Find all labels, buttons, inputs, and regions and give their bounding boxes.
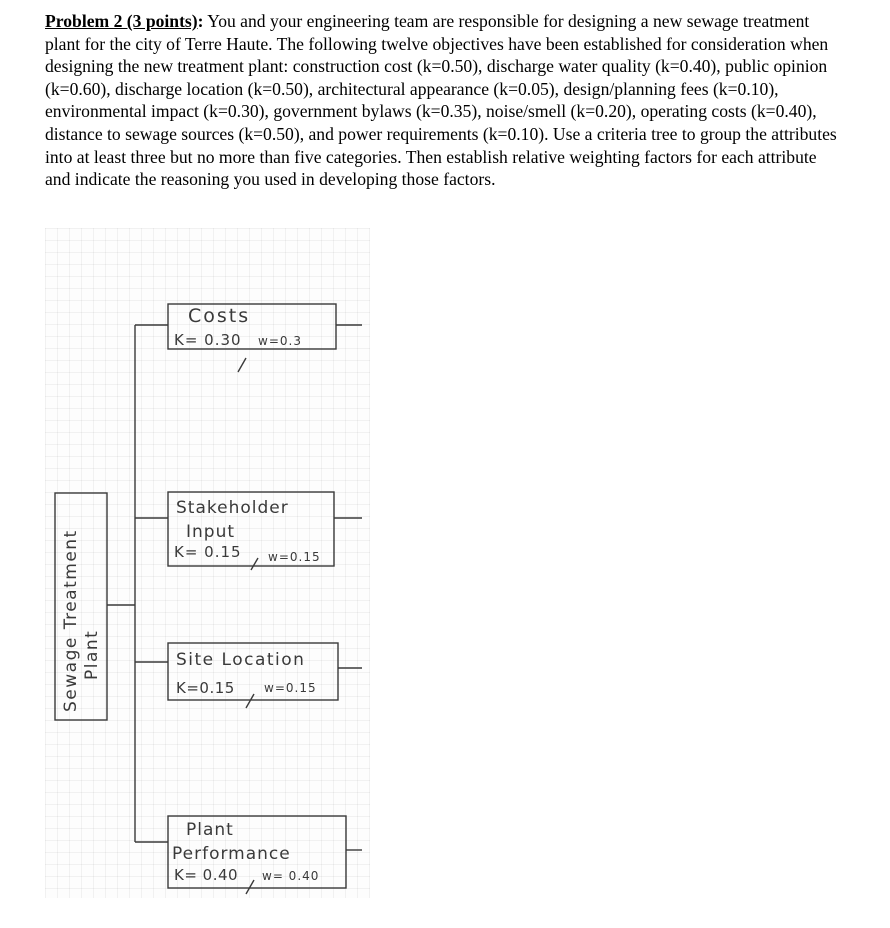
site-title: Site Location <box>176 650 306 670</box>
problem-body: You and your engineering team are responsible for designing a new sewage treatment plant for the city of Terre Haute. The following twelve objectives have been established for consideration when designing the new treatment plant: construction cost (k=0.50), discharge water quality (k=0.40), public opinion (k=0.60), discharge location (k=0.50), architectural appearance (k=0.05), design/planning fees (k=0.10), environmental impact (k=0.30), government bylaws (k=0.35), noise/smell (k=0.20), operating costs (k=0.40), distance to sewage sources (k=0.50), and power requirements (k=0.10). Use a criteria tree to group the attributes into at least three but no more than five categories. Then establish relative weighting factors for each attribute and indicate the reasoning you used in developing those factors. <box>45 11 837 190</box>
site-w: w=0.15 <box>264 681 317 695</box>
performance-k: K= 0.40 <box>174 866 239 884</box>
costs-tick <box>238 358 246 372</box>
problem-heading-colon: : <box>197 11 204 31</box>
performance-tick <box>246 880 254 894</box>
stakeholder-w: w=0.15 <box>268 550 321 564</box>
performance-title-line1: Plant <box>186 820 234 840</box>
problem-heading: Problem 2 (3 points) <box>45 11 198 31</box>
root-label-line2: Plant <box>82 629 102 680</box>
site-k: K=0.15 <box>176 679 235 697</box>
performance-w: w= 0.40 <box>262 869 320 883</box>
stakeholder-title-line2: Input <box>186 522 236 542</box>
site-tick <box>246 694 254 708</box>
stakeholder-title-line1: Stakeholder <box>176 498 289 518</box>
root-label-line1: Sewage Treatment <box>61 529 81 712</box>
costs-title: Costs <box>188 305 251 327</box>
stakeholder-k: K= 0.15 <box>174 543 242 561</box>
performance-title-line2: Performance <box>172 844 291 864</box>
costs-k: K= 0.30 <box>174 331 242 349</box>
stakeholder-tick <box>251 558 258 570</box>
costs-w: w=0.3 <box>258 334 302 348</box>
